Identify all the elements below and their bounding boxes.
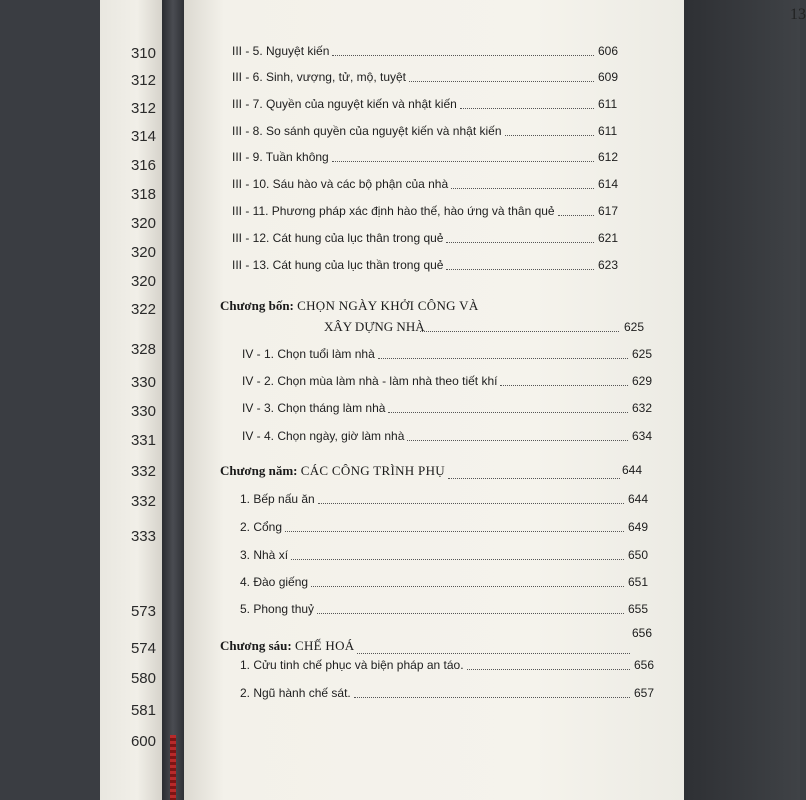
toc-leader-dots [354,697,630,698]
toc-entry-page: 644 [628,492,649,506]
left-page-number: 312 [130,72,156,89]
toc-entry-page: 609 [598,70,619,84]
toc-entry-page: 634 [632,429,653,443]
toc-entry-page: 611 [598,97,618,111]
chapter-prefix: Chương bốn: [220,298,298,313]
toc-leader-dots [332,55,594,56]
toc-entry-label: IV - 4. Chọn ngày, giờ làm nhà [242,429,405,443]
toc-leader-dots [446,269,594,270]
toc-entry [184,200,684,222]
chapter-6-page: 656 [632,626,653,640]
chapter-title: CHỌN NGÀY KHỞI CÔNG VÀ [297,298,479,313]
toc-entry-page: 611 [598,124,618,138]
left-page-number: 322 [130,301,156,318]
chapter-prefix: Chương năm: [220,463,301,478]
toc-leader-dots [311,586,624,587]
toc-entry-page: 606 [598,44,619,58]
left-page [100,0,162,800]
toc-entry [184,173,684,195]
left-page-number: 600 [130,733,156,750]
toc-entry-label: IV - 3. Chọn tháng làm nhà [242,401,386,415]
chapter-6-heading [220,638,354,654]
toc-leader-dots [448,478,620,479]
toc-leader-dots [500,385,628,386]
toc-entry-page: 655 [628,602,649,616]
toc-entry [184,571,684,593]
toc-entry [184,425,684,447]
toc-entry-label: 4. Đào giếng [240,575,309,589]
toc-leader-dots [409,81,594,82]
toc-entry-page: 632 [632,401,653,415]
toc-entry [184,397,684,419]
chapter-5-heading [220,463,445,479]
toc-entry [184,654,684,676]
toc-entry-page: 651 [628,575,649,589]
toc-entry-label: 3. Nhà xí [240,548,289,562]
book-spine-edge [162,0,184,800]
toc-entry-label: III - 7. Quyền của nguyệt kiến và nhật kiến [232,97,457,111]
toc-entry-page: 649 [628,520,649,534]
toc-leader-dots [446,242,594,243]
toc-leader-dots [318,503,624,504]
toc-entry-page: 656 [634,658,655,672]
left-page-number: 320 [130,244,156,261]
left-page-number: 320 [130,273,156,290]
toc-entry-page: 650 [628,548,649,562]
toc-leader-dots [317,613,624,614]
toc-entry-page: 625 [624,320,645,334]
toc-entry [184,93,684,115]
toc-entry-page: 612 [598,150,619,164]
toc-entry-label: III - 5. Nguyệt kiến [232,44,330,58]
left-page-number: 330 [130,374,156,391]
chapter-prefix: Chương sáu: [220,638,295,653]
toc-entry [184,598,684,620]
toc-entry-label: 2. Cổng [240,520,283,534]
toc-entry-page: 614 [598,177,619,191]
toc-entry-label: 2. Ngũ hành chế sát. [240,686,351,700]
toc-leader-dots [558,215,594,216]
left-page-number: 332 [130,493,156,510]
toc-entry-label: III - 10. Sáu hào và các bộ phận của nhà [232,177,449,191]
left-page-number: 320 [130,215,156,232]
toc-entry-page: 623 [598,258,619,272]
left-page-number: 573 [130,603,156,620]
background-right [684,0,800,800]
toc-entry-label: III - 6. Sinh, vượng, tử, mộ, tuyệt [232,70,406,84]
left-page-number: 581 [130,702,156,719]
toc-leader-dots [332,161,594,162]
chapter-5-page: 644 [622,463,643,477]
chapter-title: CHẾ HOÁ [294,638,355,653]
toc-entry [184,227,684,249]
toc-entry-page: 617 [598,204,619,218]
left-page-number: 330 [130,403,156,420]
left-page-number: 314 [130,128,156,145]
toc-leader-dots [285,531,624,532]
toc-entry-page: 625 [632,347,653,361]
toc-entry [184,370,684,392]
toc-entry-label: III - 9. Tuần không [232,150,329,164]
toc-entry-label: IV - 2. Chọn mùa làm nhà - làm nhà theo tiết khí [242,374,498,388]
toc-entry-label: 5. Phong thuỷ [240,602,315,616]
chapter-4-title-line [184,316,684,338]
toc-entry [184,254,684,276]
toc-entry [184,488,684,510]
left-page-number: 312 [130,100,156,117]
toc-entry [184,66,684,88]
toc-entry [184,343,684,365]
left-page-number: 580 [130,670,156,687]
toc-leader-dots [388,412,628,413]
left-page-number: 574 [130,640,156,657]
toc-entry [184,146,684,168]
page-number: 13 [790,6,806,23]
left-page-number: 316 [130,157,156,174]
toc-entry-label: 1. Bếp nấu ăn [240,492,315,506]
toc-leader-dots [420,331,619,332]
toc-entry-label: III - 12. Cát hung của lục thân trong quẻ [232,231,444,245]
toc-entry [184,544,684,566]
toc-entry [184,40,684,62]
chapter-4-heading [220,298,479,314]
toc-leader-dots [291,559,624,560]
toc-leader-dots [460,108,594,109]
toc-leader-dots [407,440,628,441]
left-page-number: 331 [130,432,156,449]
toc-entry-label: III - 13. Cát hung của lục thần trong quẻ [232,258,444,272]
toc-entry [184,120,684,142]
toc-leader-dots [505,135,594,136]
left-page-number: 328 [130,341,156,358]
toc-leader-dots [451,188,594,189]
left-page-number: 310 [130,45,156,62]
toc-entry-page: 621 [598,231,619,245]
toc-entry [184,682,684,704]
chapter-title: CÁC CÔNG TRÌNH PHỤ [300,463,445,478]
bookmark-ribbon [170,735,176,800]
toc-leader-dots [378,358,628,359]
left-page-number: 318 [130,186,156,203]
toc-page [184,0,806,800]
toc-leader-dots [467,669,630,670]
toc-entry-label: III - 8. So sánh quyền của nguyệt kiến và nhật kiến [232,124,502,138]
toc-entry-label: XÂY DỰNG NHÀ [324,319,425,334]
left-page-number: 332 [130,463,156,480]
toc-entry-page: 629 [632,374,653,388]
toc-entry-label: IV - 1. Chọn tuổi làm nhà [242,347,375,361]
toc-entry-label: 1. Cửu tinh chế phục và biện pháp an táo. [240,658,464,672]
toc-entry-label: III - 11. Phương pháp xác định hào thế, hào ứng và thân quẻ [232,204,555,218]
left-page-number: 333 [130,528,156,545]
toc-entry [184,516,684,538]
toc-entry-page: 657 [634,686,655,700]
